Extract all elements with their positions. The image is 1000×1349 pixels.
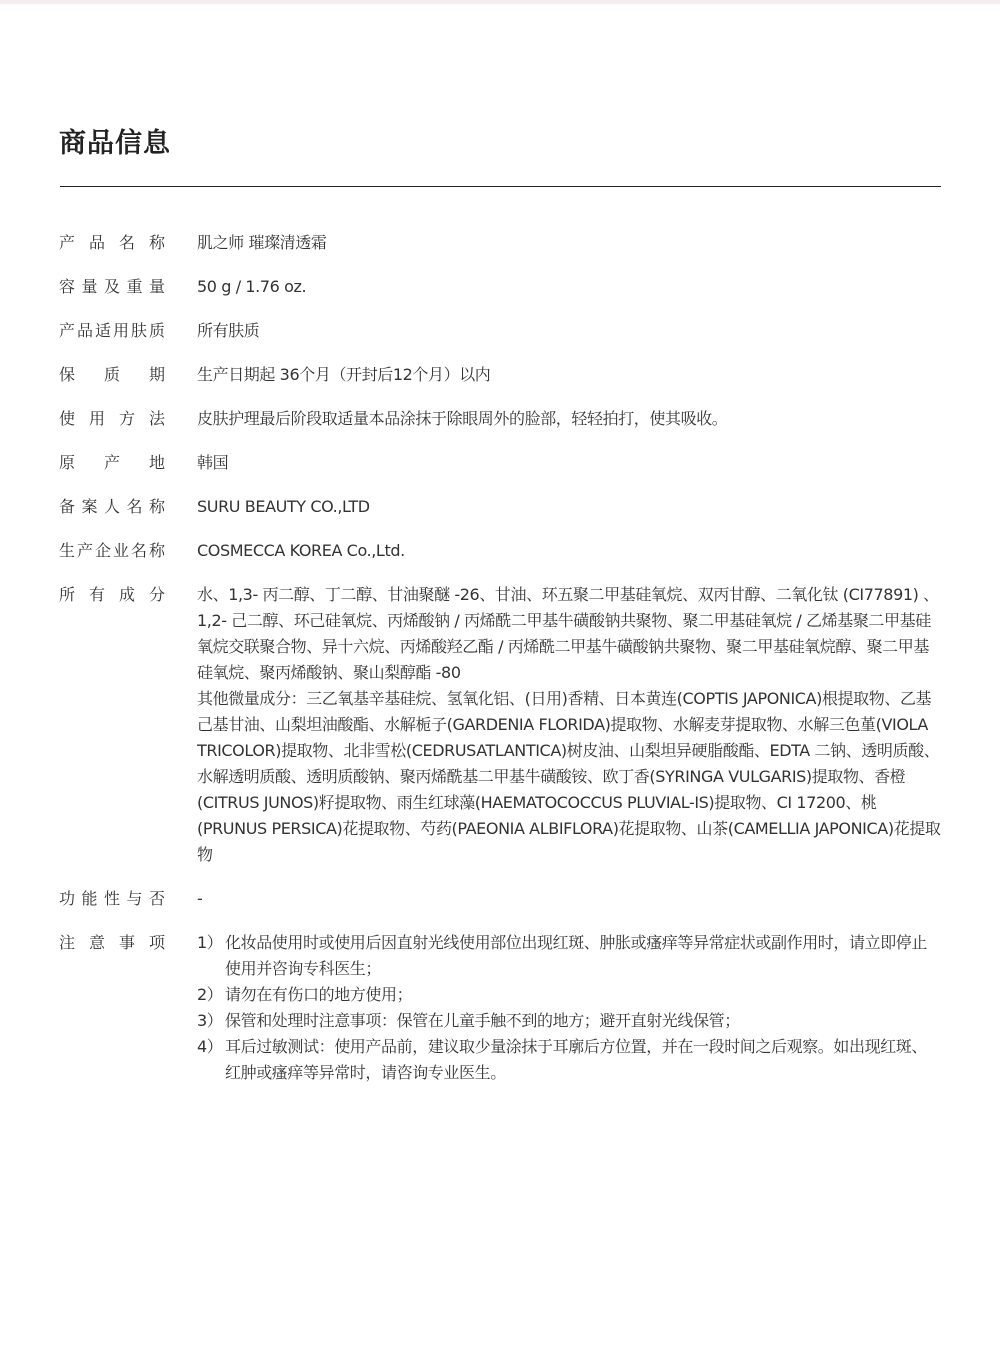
usage-label: 使用方法 xyxy=(59,409,166,428)
ingredients-value xyxy=(197,582,941,868)
row-product-name xyxy=(59,230,941,256)
product-info-table xyxy=(59,230,941,1104)
manufacturer-label: 生产企业名称 xyxy=(59,541,166,560)
row-function xyxy=(59,886,941,912)
function-label: 功能性与否 xyxy=(59,889,166,908)
row-cautions xyxy=(59,930,941,1086)
row-ingredients xyxy=(59,582,941,868)
title-divider xyxy=(60,186,941,187)
row-filer xyxy=(59,494,941,520)
row-capacity xyxy=(59,274,941,300)
shelf-life-value: 生产日期起 36个月（开封后12个月）以内 xyxy=(197,365,491,384)
ingredients-label: 所有成分 xyxy=(59,585,166,604)
cautions-value xyxy=(197,930,941,1086)
page-title: 商品信息 xyxy=(59,128,171,159)
caution-item xyxy=(197,982,941,1008)
caution-number: 2） xyxy=(197,985,223,1004)
caution-text: 请勿在有伤口的地方使用； xyxy=(225,985,413,1004)
capacity-value: 50 g / 1.76 oz. xyxy=(197,277,307,296)
product-name-value: 肌之师 璀璨清透霜 xyxy=(197,233,327,252)
row-shelf-life xyxy=(59,362,941,388)
origin-label: 原产地 xyxy=(59,453,166,472)
caution-item xyxy=(197,1008,941,1034)
ingredients-trace: 其他微量成分：三乙氧基辛基硅烷、氢氧化铝、(日用)香精、日本黄连(COPTIS JAPONICA)根提取物、乙基己基甘油、山梨坦油酸酯、水解栀子(GARDENIA FLORIDA)提取物、水解麦芽提取物、水解三色堇(VIOLA TRICOLOR)提取物、北非雪松(CEDRUSATLANTICA)树皮油、山梨坦异硬脂酸酯、EDTA 二钠、透明质酸、水解透明质酸、透明质酸钠、聚丙烯酰基二甲基牛磺酸铵、欧丁香(SYRINGA VULGARIS)提取物、香橙(CITRUS JUNOS)籽提取物、雨生红球藻(HAEMATOCOCCUS PLUVIAL-IS)提取物、CI 17200、桃(PRUNUS PERSICA)花提取物、芍药(PAEONIA ALBIFLORA)花提取物、山茶(CAMELLIA JAPONICA)花提取物 xyxy=(197,689,941,864)
caution-number: 3） xyxy=(197,1011,223,1030)
function-value: - xyxy=(197,889,203,908)
caution-number: 1） xyxy=(197,933,223,952)
skin-type-label: 产品适用肤质 xyxy=(59,321,166,340)
row-manufacturer xyxy=(59,538,941,564)
shelf-life-label: 保质期 xyxy=(59,365,166,384)
cautions-label: 注意事项 xyxy=(59,933,166,952)
caution-text: 保管和处理时注意事项：保管在儿童手触不到的地方；避开直射光线保管； xyxy=(225,1011,740,1030)
caution-list xyxy=(197,930,941,1086)
caution-text: 耳后过敏测试：使用产品前，建议取少量涂抹于耳廓后方位置，并在一段时间之后观察。如出现红斑、红肿或瘙痒等异常时，请咨询专业医生。 xyxy=(225,1037,928,1082)
skin-type-value: 所有肤质 xyxy=(197,321,260,340)
manufacturer-value: COSMECCA KOREA Co.,Ltd. xyxy=(197,541,405,560)
caution-item xyxy=(197,930,941,982)
filer-value: SURU BEAUTY CO.,LTD xyxy=(197,497,370,516)
row-usage xyxy=(59,406,941,432)
caution-number: 4） xyxy=(197,1037,223,1056)
caution-text: 化妆品使用时或使用后因直射光线使用部位出现红斑、肿胀或瘙痒等异常症状或副作用时，请立即停止使用并咨询专科医生； xyxy=(225,933,928,978)
top-strip xyxy=(0,0,1000,4)
filer-label: 备案人名称 xyxy=(59,497,166,516)
product-name-label: 产品名称 xyxy=(59,233,166,252)
usage-value: 皮肤护理最后阶段取适量本品涂抹于除眼周外的脸部，轻轻拍打，使其吸收。 xyxy=(197,409,728,428)
ingredients-main: 水、1,3- 丙二醇、丁二醇、甘油聚醚 -26、甘油、环五聚二甲基硅氧烷、双丙甘醇、二氧化钛 (CI77891) 、1,2- 己二醇、环己硅氧烷、丙烯酸钠 / 丙烯酰二甲基牛磺酸钠共聚物、聚二甲基硅氧烷 / 乙烯基聚二甲基硅氧烷交联聚合物、异十六烷、丙烯酸羟乙酯 / 丙烯酰二甲基牛磺酸钠共聚物、聚二甲基硅氧烷醇、聚二甲基硅氧烷、聚丙烯酸钠、聚山梨醇酯 -80 xyxy=(197,585,939,682)
row-skin-type xyxy=(59,318,941,344)
row-origin xyxy=(59,450,941,476)
origin-value: 韩国 xyxy=(197,453,229,472)
caution-item xyxy=(197,1034,941,1086)
capacity-label: 容量及重量 xyxy=(59,277,166,296)
